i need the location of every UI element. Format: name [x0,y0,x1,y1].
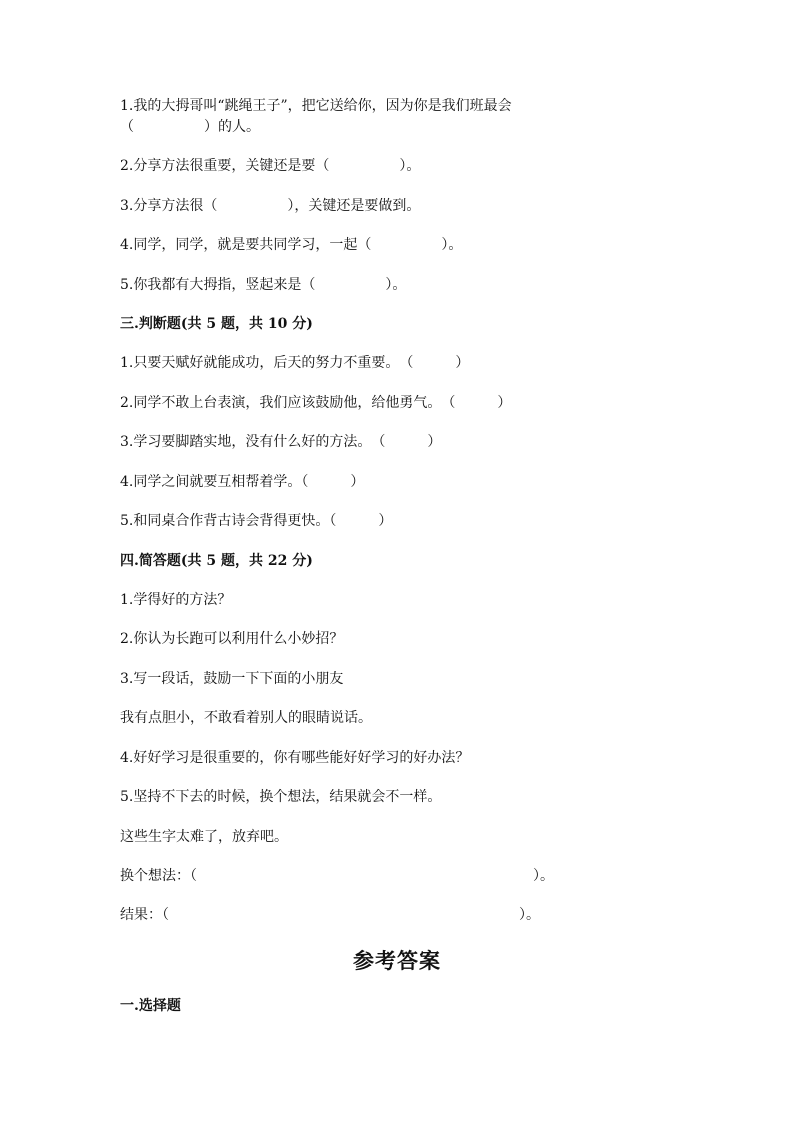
short-answer-item: 5.坚持不下去的时候，换个想法，结果就会不一样。 [120,789,442,805]
short-answer-item: 这些生字太难了，放弃吧。 [120,829,288,845]
judgment-item: 1.只要天赋好就能成功，后天的努力不重要。 （ ） [120,355,470,371]
answers-title: 参考答案 [353,948,441,973]
answers-section-1: 一.选择题 [120,998,181,1014]
short-answer-item: 4.好好学习是很重要的，你有哪些能好好学习的好办法？ [120,750,470,766]
judgment-heading: 三.判断题(共 5 题，共 10 分) [120,316,313,332]
short-answer-item: 换个想法：（ ）。 [120,868,554,884]
judgment-item: 3.学习要脚踏实地，没有什么好的方法。 （ ） [120,434,442,450]
judgment-item: 2.同学不敢上台表演，我们应该鼓励他，给他勇气。 （ ） [120,395,512,411]
fill-blank-q1-line1: 1.我的大拇哥叫“跳绳王子”，把它送给你，因为你是我们班最会 [120,98,512,114]
fill-blank-q4: 4.同学，同学，就是要共同学习，一起（ ）。 [120,237,463,253]
judgment-item: 5.和同桌合作背古诗会背得更快。（ ） [120,513,393,529]
fill-blank-q2: 2.分享方法很重要，关键还是要（ ）。 [120,158,421,174]
short-answer-item: 2.你认为长跑可以利用什么小妙招？ [120,631,344,647]
fill-blank-q1-line2: （ ）的人。 [120,119,260,135]
fill-blank-q3: 3.分享方法很（ ），关键还是要做到。 [120,198,421,214]
judgment-item: 4.同学之间就要互相帮着学。（ ） [120,474,365,490]
short-answer-item: 3.写一段话，鼓励一下下面的小朋友 [120,671,344,687]
short-answer-item: 结果：（ ）。 [120,907,540,923]
short-answer-heading: 四.简答题(共 5 题，共 22 分) [120,553,313,569]
short-answer-item: 我有点胆小，不敢看着别人的眼睛说话。 [120,710,372,726]
fill-blank-q5: 5.你我都有大拇指，竖起来是（ ）。 [120,277,407,293]
short-answer-item: 1.学得好的方法？ [120,592,232,608]
